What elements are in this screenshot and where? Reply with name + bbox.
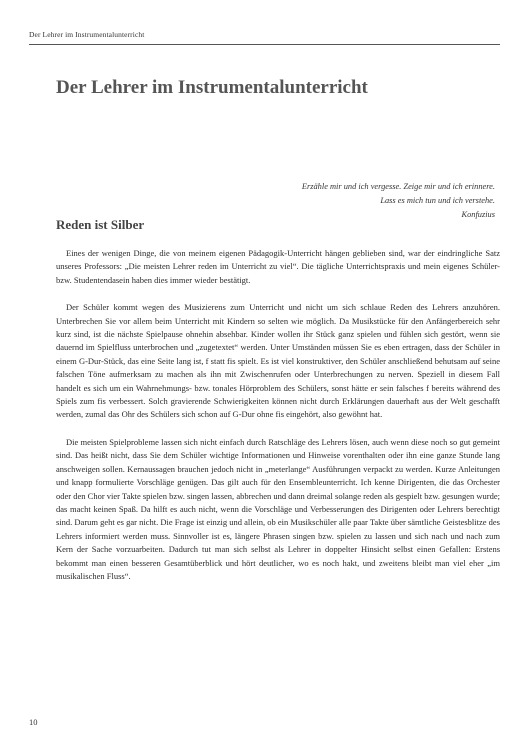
paragraph-3: Die meisten Spielprobleme lassen sich nicht einfach durch Ratschläge des Lehrers lösen, auch wenn diese noch so gut gemeint sind. Das heißt nicht, dass Sie dem Schüler wichtige Informationen und Hinweise vorenthalten oder ihn eine ganze Stunde lang anschweigen sollen. Kernaussagen brauchen jedoch nicht in „meterlange“ Ausführungen verpackt zu werden. Kurze Anleitungen und knapp formulierte Vorschläge genügen. Das gilt auch für den Ensembleunterricht. Ich kenne Dirigenten, die das Orchester oder den Chor vier Takte spielen bzw. singen lassen, abbrechen und dann dreimal solange reden als gespielt bzw. gesungen wurde; das macht keinen Spaß. Da hilft es auch nicht, wenn die Vorschläge und Verbesserungen des Dirigenten oder Lehrers berechtigt sind. Darum geht es gar nicht. Die Frage ist einzig und allein, ob ein Musikschüler alle paar Takte über sämtliche Geistesblitze des Lehrers informiert werden muss. Sinnvoller ist es, längere Phrasen singen bzw. spielen zu lassen und sich nach und nach zum Kern der Sache vorzuarbeiten. Dadurch tut man sich selbst als Lehrer in doppelter Hinsicht selbst einen Gefallen: Erstens bekommt man einen besseren Gesamtüberblick und hört deutlicher, wo es noch hakt, und zweitens bleibt man viel eher „im musikalischen Fluss“. — [56, 436, 500, 581]
header-rule — [29, 44, 500, 45]
body-text — [56, 247, 500, 597]
paragraph-2: Der Schüler kommt wegen des Musizierens zum Unterricht und nicht um sich schlaue Reden des Lehrers anzuhören. Unterbrechen Sie vor allem beim Unterricht mit Kindern so selten wie möglich. Da Musikstücke für den Anfängerbereich sehr kurz sind, ist die nächste Spielpause ohnehin absehbar. Kinder wollen ihr Stück ganz spielen und fühlen sich gestört, wenn sie dauernd im Spielfluss unterbrochen und „zugetextet“ werden. Unter Umständen müssen Sie es eben ertragen, dass der Schüler in einem G-Dur-Stück, das eine Seite lang ist, f statt fis spielt. Es ist viel konstruktiver, den Schüler anschließend behutsam auf seine falschen Töne aufmerksam zu machen als ihn mit Zwischenrufen oder Unterbrechungen zu nerven. Speziell in diesem Fall handelt es sich um ein Wahrnehmungs- bzw. tonales Hörproblem des Schülers, sonst hätte er sein falsches f bereits während des Spiels zum fis verbessert. Solch gravierende Schwierigkeiten können nicht durch Erklärungen dauerhaft aus der Welt geschafft werden, zumal das Ohr des Schülers sich schon auf G-Dur ohne fis eingehört, also gewöhnt hat. — [56, 302, 500, 420]
page-number: 10 — [29, 717, 38, 727]
section-heading: Reden ist Silber — [56, 217, 145, 232]
paragraph-1: Eines der wenigen Dinge, die von meinem eigenen Pädagogik-Unterricht hängen geblieben sind, war der eindringliche Satz unseres Professors: „Die meisten Lehrer reden im Unterricht zu viel“. Die tägliche Unterrichtspraxis und mein eigenes Schüler- bzw. Studentendasein haben dies immer wieder bestätigt. — [56, 248, 500, 285]
epigraph-line-2: Lass es mich tun und ich verstehe. — [380, 196, 495, 205]
epigraph-attribution: Konfuzius — [461, 210, 495, 219]
running-header: Der Lehrer im Instrumentalunterricht — [29, 30, 145, 39]
epigraph — [302, 180, 495, 222]
chapter-title: Der Lehrer im Instrumentalunterricht — [56, 77, 368, 98]
epigraph-line-1: Erzähle mir und ich vergesse. Zeige mir und ich erinnere. — [301, 182, 495, 191]
